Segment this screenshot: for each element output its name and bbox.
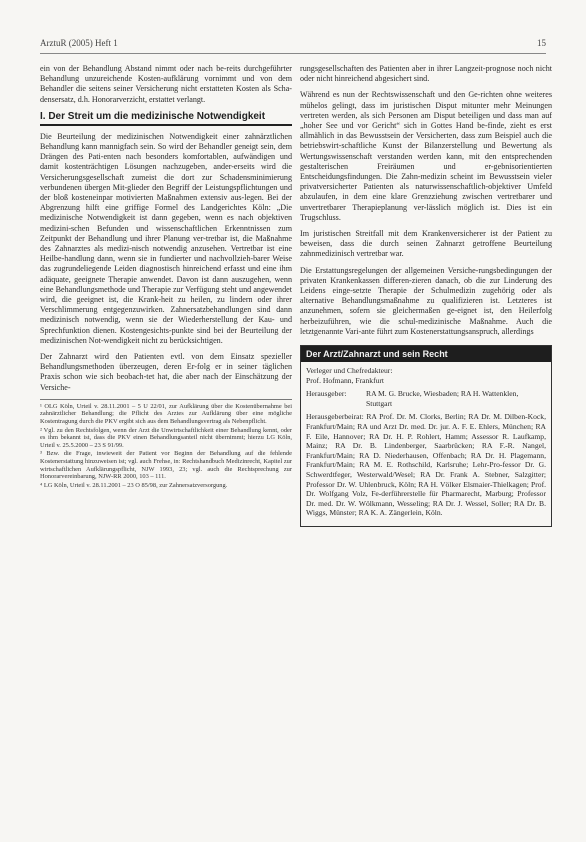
footnotes bbox=[40, 399, 292, 490]
footnote-1: ¹ OLG Köln, Urteil v. 28.11.2001 – 5 U 22/01, zur Aufklärung über die Kostenübernahme bei zahnärztlicher Behandlung; die Pflicht des Arztes zur Aufklärung über eine mögliche Kostentragung durch die PKV ergibt sich aus dem Behandlungsvertrag als Nebenpflicht. bbox=[40, 402, 292, 426]
editors-label: Herausgeber: bbox=[306, 389, 347, 399]
page-number: 15 bbox=[537, 38, 546, 48]
footnote-4: ⁴ LG Köln, Urteil v. 28.11.2001 – 23 O 85/98, zur Zahnersatzversorgung. bbox=[40, 481, 228, 489]
left-paragraph-3: Der Zahnarzt wird den Patienten evtl. von dem Einsatz spezieller Behandlungsmethoden überzeugen, deren Er-folg er in seiner täglichen Praxis schon wie sich beobach-tet hat, die aber nach der Einschätzung der Versiche- bbox=[40, 352, 292, 392]
journal-reference: ArztuR (2005) Heft 1 bbox=[40, 38, 118, 48]
right-paragraph-3: Im juristischen Streitfall mit dem Krankenversicherer ist der Patient zu beweisen, dass die durch seinen Zahnarzt getroffene Beurteilung zahnmedizinisch vertretbar war. bbox=[300, 229, 552, 259]
footnote-3: ³ Bzw. die Frage, inwieweit der Patient vor Beginn der Behandlung auf die fehlende Kostenerstattung hinzuweisen ist; vgl. auch Frehse, in: Rechtshandbuch Medizinrecht, Kapitel zur wirtschaftlichen Aufklärungspflicht, NJW 1993, 23; vgl. auch die Rechtsprechung zur Honorarvereinbarung, NJW-RR 2000, 103 – 111. bbox=[40, 450, 292, 481]
section-heading: I. Der Streit um die medizinische Notwendigkeit bbox=[40, 111, 292, 126]
left-column bbox=[40, 64, 292, 490]
right-paragraph-1: rungsgesellschaften des Patienten aber in ihrer Langzeit-prognose noch nicht oder nicht hinreichend abgesichert sind. bbox=[300, 64, 552, 84]
board-value: RA Prof. Dr. M. Clorks, Berlin; RA Dr. M. Dilben-Kock, Frankfurt/Main; RA und Arzt Dr. med. Dr. jur. A. F. E. Ehlers, München; RA F. Eile, Hannover; RA Dr. H. P. Rohlert, Hamm; Assessor R. Laufkamp, Mainz; RA Dr. B. Lindenberger, Saarbrücken; RA F.-R. Nangel, Frankfurt/Main; RA D. Niederhausen, Offenbach; RA Dr. H. Plagemann, Frankfurt/Main; RA M. E. Rothschild, Karlsruhe; Lehr-Pro-fessor Dr. G. Schwerdtfeger, Westerwald/Wesel; RA Dr. Frank A. Stebner, Salzgitter; Professor Dr. W. Uhlenbruck, Köln; RA H. Völker Elsmaier-Thielkagen; Prof. Dr. Wolfgang Volz, Fe-derführerstelle für Pharmarecht, Marburg; Professor Dr. med. Dr. W. Wölkmann, Wesseling; RA Dr. J. Wessel, Soller; RA Dr. B. Wiggs, Münster; RA K. A. Zängerlein, Köln. bbox=[306, 412, 546, 518]
editors-block bbox=[306, 389, 546, 408]
publisher-name: Prof. Hofmann, Frankfurt bbox=[306, 375, 385, 385]
right-column bbox=[300, 64, 552, 527]
publisher-label: Verleger und Chefredakteur: bbox=[306, 366, 393, 376]
footnote-2: ² Vgl. zu den Rechtsfolgen, wenn der Arzt die Unwirtschaftlichkeit einer Behandlung kennt, oder es ihm bekannt ist, dass die PKV einen Behandlungsanteil nicht übernimmt; hierzu LG Köln, Urteil v. 25.5.2000 – 23 S 91/99. bbox=[40, 426, 292, 449]
running-header bbox=[40, 38, 546, 52]
masthead-box bbox=[300, 345, 552, 527]
left-paragraph-2: Die Beurteilung der medizinischen Notwendigkeit einer zahnärztlichen Behandlung kann mannigfach sein. So wird der Behandler geneigt sein, dem Drängen des Pati-enten nach besonders komfortablen, aufwändigen und damit kostenträchtigen Lösungen nachzugeben, ander-erseits wird die Versicherungsgesellschaft zumeist die dort zur Schadensminimierung verbundenen übergen Mit-glieder den Begriff der Leistungspflichtungen und der bloß kosteneinpar motivierten Maßnahmen extensiv aus-legen. Bei der Abgrenzung hilft eine griffige Formel des Landgerichtes Köln: „Die medizinische Notwendigkeit ist dann gegeben, wenn es nach objektiven medizini-schen Befunden und wissenschaftlichen Erkenntnissen zum Zeitpunkt der Behandlung und ihrer Planung ver-tretbar ist, die Maßnahme des Zahnarztes als medizi-nisch notwendig anzusehen. Vertretbar ist eine Heilbe-handlung dann, wenn sie in fundierter und nachvollzieh-barer Weise das zugrundeliegende Leiden diagnostisch hinreichend erfasst und eine ihm adäquate, geeignete Therapie anwendet. Davon ist dann auszugehen, wenn eine Behandlungsmethode und Therapie zur Verfügung steht und angewendet wird, die geeignet ist, die Krank-heit zu heilen, zu lindern oder ihrer Verschlimmerung entgegenzuwirken. Zahnersatzbehandlungen sind dann medizinisch notwendig, wenn sie der Wiederherstellung der Kau- und Sprechfunktion dienen. Kostengesichts-punkte sind bei der Beurteilung der medizinischen Not-wendigkeit nicht zu berücksichtigen. bbox=[40, 131, 292, 345]
masthead-title: Der Arzt/Zahnarzt und sein Recht bbox=[301, 346, 551, 362]
right-paragraph-4: Die Erstattungsregelungen der allgemeinen Versiche-rungsbedingungen der privaten Krankenkassen differen-zieren danach, ob die zur Linderung des Leidens einge-setzte Therapie der Schulmedizin zugehörig oder als alternative Behandlungsmaßnahme zu qualifizieren ist. Letzteres ist anzunehmen, sofern sie gleichermaßen ge-eignet ist, den Heilerfolg herbeizuführen, wie die schul-medizinische Maßnahme. Auch die letztgenannte Vari-ante führt zum Kostenerstattungsanspruch, allerdings bbox=[300, 265, 552, 336]
board-block bbox=[306, 412, 546, 518]
board-label: Herausgeberbeirat: bbox=[306, 412, 364, 422]
editors-value: RA M. G. Brucke, Wiesbaden; RA H. Wattenklen, Stuttgart bbox=[366, 389, 519, 408]
left-paragraph-1: ein von der Behandlung Abstand nimmt oder nach be-reits durchgeführter Behandlung unzureichende Kosten-aufklärung vornimmt und von dem Behandler die seitens seiner Versicherung nicht erstatteten Kosten als Scha-densersatz, d.h. Honorarverzicht, erstattet verlangt. bbox=[40, 64, 292, 104]
right-paragraph-2: Während es nun der Rechtswissenschaft und den Ge-richten ohne weiteres mühelos gelingt, dass im juristischen Disput mitunter mehr Meinungen vertreten werden, als sich Personen am Disput beteiligen und dass man auf „hoher See und vor Gericht“ sich in Gottes Hand be-finde, zieht es erst allmählich in das Bewusstsein der Versicherten, dass zum Beispiel auch die betriebswirt-schaftliche Kunst der Bilanzerstellung und Bewertung als Wertungswissenschaft verstanden werden kann, mit den entsprechenden gestalterischen Freiräumen und er-gebnisorientierten Entscheidungsfindungen. Die Zahn-medizin scheint im Bewusstsein vieler privatversicherter Patienten als naturwissenschaftlich-objektiver Umfeld abzulaufen, in dem eine klare Grenzziehung zwischen vertretbarer und unvertretbarer Therapieplanung ver-lässlich möglich ist. Dies ist ein Trugschluss. bbox=[300, 90, 552, 222]
header-rule bbox=[40, 53, 546, 54]
masthead-body bbox=[301, 362, 551, 526]
publisher-block bbox=[306, 366, 546, 385]
